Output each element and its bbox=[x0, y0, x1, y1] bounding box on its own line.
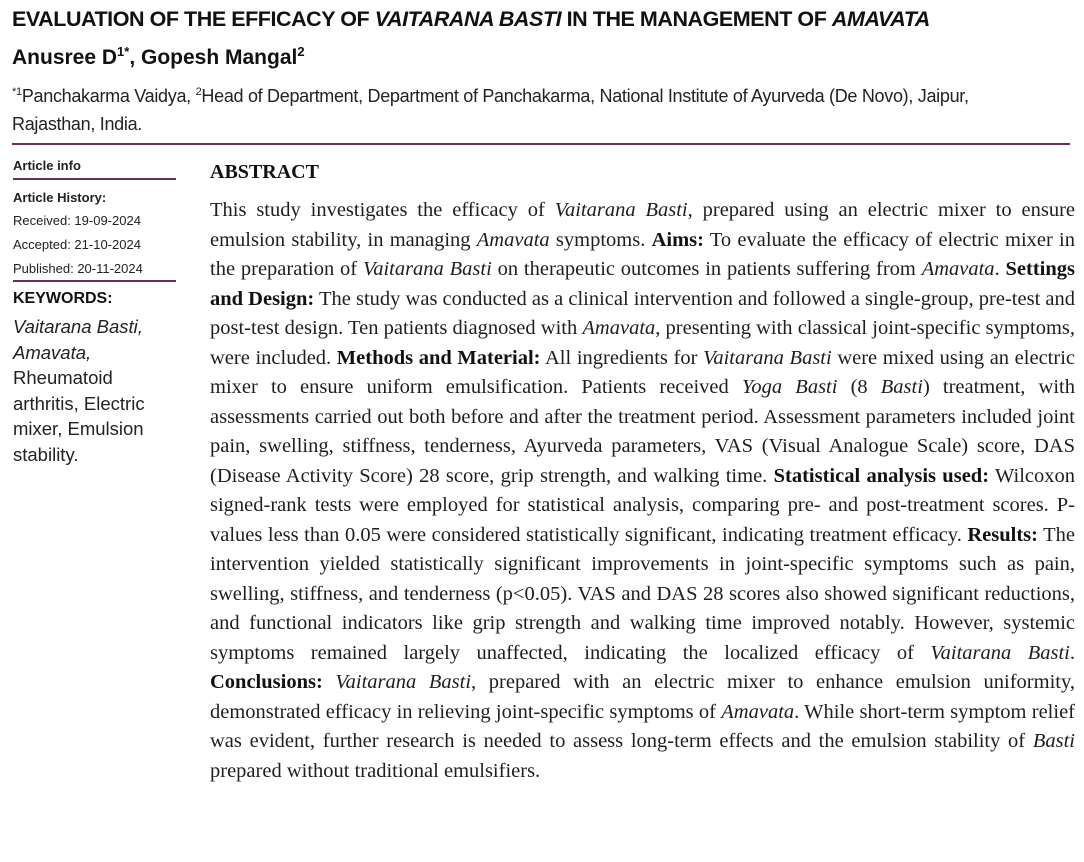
abstract-italic: Amavata bbox=[921, 258, 995, 280]
article-info-sidebar bbox=[13, 158, 177, 467]
keywords-regular: Rheumatoid arthritis, Electric mixer, Emulsion stability. bbox=[13, 367, 145, 465]
affiliation-text: Panchakarma Vaidya, bbox=[21, 86, 196, 106]
header-divider bbox=[12, 143, 1070, 145]
abstract-italic: Basti bbox=[880, 376, 923, 398]
abstract-italic: Vaitarana Basti bbox=[362, 258, 492, 280]
author-name: Gopesh Mangal bbox=[141, 46, 298, 69]
abstract-text: This study investigates the efficacy of bbox=[210, 199, 555, 221]
author-separator: , bbox=[129, 46, 141, 69]
abstract-italic: Amavata bbox=[476, 228, 550, 251]
abstract-section-label: Aims: bbox=[651, 228, 704, 251]
abstract-italic: Vaitarana Basti bbox=[335, 671, 472, 693]
abstract-italic: Vaitarana Basti bbox=[554, 199, 688, 221]
title-part: EVALUATION OF THE EFFICACY OF bbox=[12, 7, 375, 31]
sidebar-divider bbox=[13, 280, 176, 282]
keywords-list bbox=[13, 314, 177, 467]
received-date: Received: 19-09-2024 bbox=[13, 213, 141, 228]
author-name: Anusree D bbox=[12, 46, 118, 69]
abstract-heading: ABSTRACT bbox=[210, 161, 319, 183]
abstract-text: , prepared using an electric mixer to ensure emulsion stability, in managing bbox=[210, 199, 1075, 251]
abstract-section-label: Settings and Design: bbox=[210, 258, 1075, 310]
keywords-italic: Vaitarana Basti, Amavata, bbox=[13, 316, 143, 363]
affiliation-superscript: *1 bbox=[12, 86, 22, 98]
abstract-italic: Vaitarana Basti bbox=[703, 346, 832, 369]
abstract-italic: Vaitarana Basti bbox=[930, 641, 1070, 664]
affiliation-superscript: 2 bbox=[195, 86, 202, 98]
accepted-date: Accepted: 21-10-2024 bbox=[13, 237, 141, 252]
author-superscript: 1* bbox=[117, 44, 130, 59]
keywords-heading: KEYWORDS: bbox=[13, 290, 113, 307]
affiliation-text: Head of Department, Department of Panchakarma, National Institute of Ayurveda (De Novo), Jaipur, Rajasthan, India. bbox=[12, 86, 969, 134]
abstract-body bbox=[210, 196, 1075, 786]
title-part-italic: VAITARANA BASTI bbox=[374, 7, 562, 31]
published-date: Published: 20-11-2024 bbox=[13, 261, 143, 276]
abstract-italic: Basti bbox=[1032, 730, 1075, 752]
author-list bbox=[12, 46, 305, 70]
author-superscript: 2 bbox=[297, 44, 305, 59]
paper-title bbox=[12, 7, 1078, 32]
article-info-heading: Article info bbox=[13, 158, 81, 173]
abstract-text: The study was conducted as a clinical intervention and followed a single-group, pre-test and post-test design. Ten patients diagnosed with bbox=[210, 287, 1075, 339]
abstract-text: To evaluate the efficacy of electric mixer in the preparation of bbox=[210, 228, 1076, 280]
abstract-section-label: Results: bbox=[967, 523, 1038, 546]
abstract-text: , presenting with classical joint-specific symptoms, were included. bbox=[210, 317, 1075, 369]
abstract-section-label: Methods and Material: bbox=[336, 346, 541, 369]
abstract-italic: Amavata bbox=[582, 317, 656, 339]
abstract-italic: Yoga Basti bbox=[741, 376, 838, 398]
abstract-text: . bbox=[994, 258, 1006, 280]
sidebar-divider bbox=[13, 178, 176, 180]
title-part: IN THE MANAGEMENT OF bbox=[561, 7, 832, 31]
abstract-text: prepared without traditional emulsifiers. bbox=[210, 759, 541, 782]
abstract-italic: Amavata bbox=[721, 700, 795, 723]
abstract-text: Wilcoxon signed-rank tests were employed for statistical analysis, comparing pre- and post-treatment scores. P-values less than 0.05 were considered statistically significant, indicating treatment efficacy. bbox=[210, 464, 1075, 546]
abstract-text: (8 bbox=[837, 376, 881, 398]
abstract-text bbox=[323, 671, 336, 693]
abstract-section-label: Statistical analysis used: bbox=[773, 464, 990, 487]
abstract-text: All ingredients for bbox=[540, 346, 704, 369]
abstract-text: on therapeutic outcomes in patients suffering from bbox=[491, 258, 922, 280]
abstract-section-label: Conclusions: bbox=[210, 671, 323, 693]
title-part-italic: AMAVATA bbox=[831, 7, 930, 31]
article-history-heading: Article History: bbox=[13, 190, 107, 205]
abstract-text: , prepared with an electric mixer to enhance emulsion uniformity, demonstrated efficacy in relieving joint-specific symptoms of bbox=[210, 671, 1076, 723]
abstract-text: The intervention yielded statistically significant improvements in joint-specific symptoms such as pain, swelling, stiffness, and tenderness (p<0.05). VAS and DAS 28 scores also showed significant reductions, and functional indicators like grip strength and walking time improved notably. However, systemic symptoms remained largely unaffected, indicating the localized efficacy of bbox=[210, 523, 1075, 664]
affiliation bbox=[12, 82, 1052, 138]
abstract-text: . While short-term symptom relief was evident, further research is needed to assess long-term effects and the emulsion stability of bbox=[210, 700, 1075, 752]
abstract-text: symptoms. bbox=[549, 228, 652, 251]
abstract-text: . bbox=[1069, 641, 1076, 664]
abstract-text: were mixed using an electric mixer to ensure uniform emulsification. Patients received bbox=[210, 346, 1075, 398]
abstract-text: ) treatment, with assessments carried out both before and after the treatment period. Assessment parameters included joint pain, swelling, stiffness, tenderness, Ayurveda parameters, VAS (Visual Analogue Scale) score, DAS (Disease Activity Score) 28 score, grip strength, and walking time. bbox=[210, 376, 1075, 487]
